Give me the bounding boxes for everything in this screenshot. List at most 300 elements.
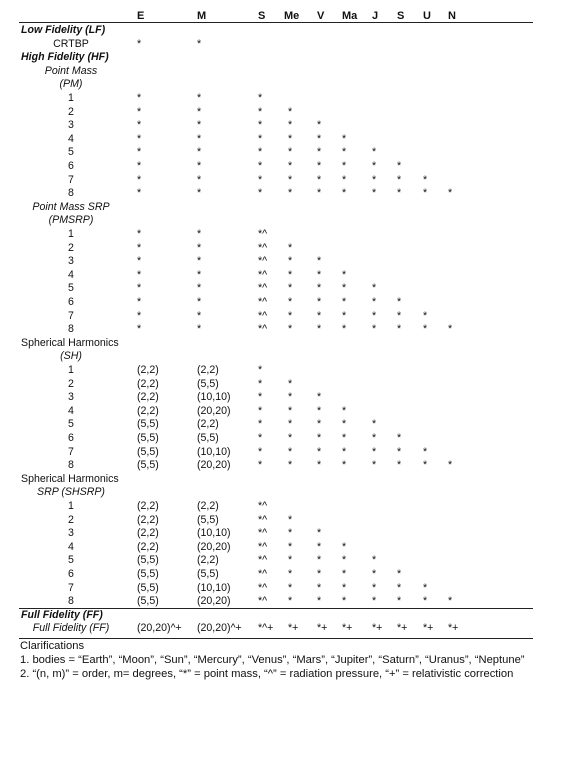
table-cell: * <box>288 554 293 567</box>
row-label: (PM) <box>59 78 83 91</box>
table-cell: * <box>288 105 293 118</box>
table-row <box>19 241 533 255</box>
table-cell: * <box>288 309 293 322</box>
table-cell: (20,20)^+ <box>197 622 242 635</box>
column-header: S <box>258 10 266 22</box>
row-label: 4 <box>68 268 74 281</box>
table-cell: * <box>137 132 142 145</box>
table-row <box>19 254 533 268</box>
row-label: 2 <box>68 105 74 118</box>
table-cell: * <box>372 459 377 472</box>
table-cell: * <box>342 445 347 458</box>
column-header: Ma <box>342 10 358 22</box>
table-cell: * <box>288 568 293 580</box>
table-cell: (2,2) <box>137 513 159 526</box>
column-header: E <box>137 10 145 22</box>
table-cell: * <box>423 187 428 200</box>
row-label: 3 <box>68 255 74 268</box>
table-cell: *+ <box>317 622 328 635</box>
table-cell: * <box>288 513 293 526</box>
table-cell: * <box>317 581 322 594</box>
row-label: Low Fidelity (LF) <box>21 24 106 36</box>
table-cell: (20,20) <box>197 459 231 472</box>
table-cell: * <box>372 568 377 580</box>
table-cell: * <box>397 568 402 580</box>
row-label: 8 <box>68 595 74 608</box>
table-row <box>19 581 533 595</box>
table-cell: * <box>317 282 322 295</box>
table-cell: * <box>288 459 293 472</box>
table-cell: * <box>137 255 142 268</box>
row-label: 8 <box>68 459 74 472</box>
table-cell: * <box>288 187 293 200</box>
table-cell: * <box>137 37 142 50</box>
table-cell: * <box>423 309 428 322</box>
full-fidelity-rule <box>19 608 533 609</box>
table-cell: * <box>372 187 377 200</box>
row-label: 1 <box>68 364 74 376</box>
table-cell: * <box>372 554 377 567</box>
row-label: 5 <box>68 146 74 159</box>
table-cell: * <box>317 418 322 431</box>
section-row <box>19 50 533 64</box>
section-row <box>19 23 533 37</box>
row-label: 6 <box>68 432 74 444</box>
table-cell: * <box>342 132 347 145</box>
table-cell: * <box>372 160 377 172</box>
table-cell: * <box>372 282 377 295</box>
table-cell: * <box>197 282 202 295</box>
table-cell: * <box>372 296 377 308</box>
row-label: (SH) <box>60 350 82 363</box>
table-cell: *^ <box>258 255 268 268</box>
table-cell: *^ <box>258 513 268 526</box>
table-cell: * <box>342 554 347 567</box>
row-label: Spherical Harmonics <box>21 336 119 349</box>
table-cell: * <box>342 418 347 431</box>
table-cell: * <box>258 404 263 417</box>
table-cell: *^ <box>258 540 268 553</box>
table-cell: * <box>397 187 402 200</box>
table-cell: * <box>342 459 347 472</box>
table-cell: (5,5) <box>137 581 159 594</box>
table-cell: * <box>288 160 293 172</box>
row-label: 1 <box>68 92 74 104</box>
table-row <box>19 390 533 404</box>
row-label: 5 <box>68 554 74 567</box>
table-cell: (5,5) <box>137 554 159 567</box>
row-label: 3 <box>68 119 74 132</box>
table-row <box>19 322 533 336</box>
table-cell: * <box>317 146 322 159</box>
table-cell: * <box>317 445 322 458</box>
row-label: 7 <box>68 445 74 458</box>
table-cell: * <box>448 459 453 472</box>
table-cell: * <box>342 568 347 580</box>
table-row <box>19 118 533 132</box>
row-label: 6 <box>68 160 74 172</box>
table-cell: * <box>397 445 402 458</box>
table-cell: * <box>342 187 347 200</box>
table-cell: * <box>342 268 347 281</box>
table-cell: * <box>288 255 293 268</box>
table-row <box>19 567 533 581</box>
table-cell: * <box>288 282 293 295</box>
table-cell: (20,20) <box>197 595 231 608</box>
table-cell: * <box>137 323 142 336</box>
table-cell: * <box>372 432 377 444</box>
table-cell: * <box>342 540 347 553</box>
table-cell: * <box>397 432 402 444</box>
clarifications-title: Clarifications <box>20 640 85 652</box>
table-cell: * <box>288 296 293 308</box>
row-label: 7 <box>68 581 74 594</box>
table-cell: * <box>317 132 322 145</box>
table-row <box>19 363 533 377</box>
table-row <box>19 417 533 431</box>
table-row <box>19 268 533 282</box>
table-row <box>19 513 533 527</box>
table-cell: * <box>137 105 142 118</box>
table-cell: (2,2) <box>137 391 159 404</box>
table-cell: * <box>288 173 293 186</box>
table-cell: * <box>197 173 202 186</box>
table-cell: * <box>317 391 322 404</box>
table-cell: * <box>317 459 322 472</box>
table-cell: (5,5) <box>197 513 219 526</box>
table-cell: * <box>137 173 142 186</box>
table-cell: * <box>258 377 263 390</box>
subhead-row <box>19 77 533 91</box>
table-cell: (5,5) <box>137 418 159 431</box>
table-cell: *+ <box>342 622 353 635</box>
table-cell: * <box>197 187 202 200</box>
row-label: 5 <box>68 282 74 295</box>
row-label: 8 <box>68 187 74 200</box>
table-cell: * <box>137 187 142 200</box>
row-label: 3 <box>68 527 74 540</box>
table-cell: *^ <box>258 228 268 240</box>
table-cell: * <box>258 459 263 472</box>
table-cell: * <box>197 119 202 132</box>
table-cell: * <box>372 581 377 594</box>
table-row <box>19 431 533 445</box>
row-label: CRTBP <box>53 37 89 50</box>
table-cell: *+ <box>397 622 408 635</box>
table-cell: * <box>317 568 322 580</box>
table-cell: * <box>137 309 142 322</box>
table-cell: * <box>197 296 202 308</box>
table-cell: * <box>342 581 347 594</box>
subhead-row <box>19 485 533 499</box>
table-cell: * <box>448 595 453 608</box>
table-cell: * <box>342 146 347 159</box>
table-cell: *^ <box>258 241 268 254</box>
row-label: 5 <box>68 418 74 431</box>
column-header: J <box>372 10 379 22</box>
table-cell: * <box>397 581 402 594</box>
table-cell: * <box>397 309 402 322</box>
table-cell: * <box>372 309 377 322</box>
table-cell: * <box>372 173 377 186</box>
row-label: 2 <box>68 241 74 254</box>
table-row <box>19 377 533 391</box>
table-row <box>19 540 533 554</box>
table-cell: * <box>288 527 293 540</box>
table-cell: * <box>317 255 322 268</box>
table-cell: * <box>197 132 202 145</box>
row-label: 4 <box>68 540 74 553</box>
table-cell: *^ <box>258 554 268 567</box>
table-cell: *^ <box>258 568 268 580</box>
table-row <box>19 132 533 146</box>
table-cell: (20,20) <box>197 540 231 553</box>
table-cell: * <box>372 595 377 608</box>
table-cell: * <box>258 187 263 200</box>
table-cell: (5,5) <box>197 568 219 580</box>
table-cell: * <box>397 173 402 186</box>
table-cell: * <box>397 296 402 308</box>
table-cell: (20,20)^+ <box>137 622 182 635</box>
table-cell: * <box>258 445 263 458</box>
table-row <box>19 594 533 608</box>
table-cell: * <box>288 241 293 254</box>
table-cell: * <box>288 540 293 553</box>
row-label: 1 <box>68 228 74 240</box>
table-row <box>19 295 533 309</box>
table-cell: (5,5) <box>137 568 159 580</box>
table-cell: * <box>137 92 142 104</box>
table-bottom-rule <box>19 638 533 639</box>
table-cell: * <box>317 309 322 322</box>
subhead-row <box>19 213 533 227</box>
table-cell: (2,2) <box>197 418 219 431</box>
table-cell: (5,5) <box>137 432 159 444</box>
table-cell: * <box>317 527 322 540</box>
table-row <box>19 553 533 567</box>
table-cell: * <box>397 459 402 472</box>
table-cell: * <box>397 160 402 172</box>
subhead-row <box>19 336 533 350</box>
table-cell: * <box>137 228 142 240</box>
table-cell: *^ <box>258 595 268 608</box>
table-cell: * <box>397 595 402 608</box>
table-cell: * <box>197 241 202 254</box>
table-cell: *^ <box>258 581 268 594</box>
table-cell: * <box>342 404 347 417</box>
table-cell: (2,2) <box>197 500 219 512</box>
table-cell: * <box>423 173 428 186</box>
row-label: 7 <box>68 173 74 186</box>
table-cell: * <box>197 105 202 118</box>
table-row <box>19 227 533 241</box>
table-cell: (2,2) <box>137 500 159 512</box>
row-label: Point Mass SRP <box>32 200 110 213</box>
column-header: V <box>317 10 325 22</box>
table-cell: * <box>342 595 347 608</box>
row-label: Spherical Harmonics <box>21 472 119 485</box>
row-label: 6 <box>68 296 74 308</box>
table-cell: * <box>288 132 293 145</box>
table-cell: (5,5) <box>137 445 159 458</box>
table-cell: * <box>258 173 263 186</box>
table-cell: * <box>372 323 377 336</box>
table-cell: * <box>258 391 263 404</box>
table-cell: * <box>423 459 428 472</box>
table-cell: * <box>342 296 347 308</box>
column-header: N <box>448 10 456 22</box>
table-cell: *+ <box>423 622 434 635</box>
table-cell: * <box>258 105 263 118</box>
row-label: SRP (SHSRP) <box>37 486 105 499</box>
table-cell: *^+ <box>258 622 274 635</box>
table-cell: * <box>197 92 202 104</box>
table-cell: (10,10) <box>197 581 231 594</box>
table-cell: *^ <box>258 527 268 540</box>
table-cell: * <box>317 187 322 200</box>
subhead-row <box>19 64 533 78</box>
table-cell: * <box>317 404 322 417</box>
table-row <box>19 309 533 323</box>
table-cell: * <box>258 432 263 444</box>
table-cell: * <box>137 282 142 295</box>
row-label: High Fidelity (HF) <box>21 51 109 64</box>
row-label: (PMSRP) <box>48 214 94 227</box>
table-cell: * <box>288 146 293 159</box>
table-cell: *^ <box>258 309 268 322</box>
table-cell: * <box>317 540 322 553</box>
table-row <box>19 445 533 459</box>
table-cell: * <box>258 146 263 159</box>
table-cell: * <box>288 377 293 390</box>
subhead-row <box>19 472 533 486</box>
table-cell: * <box>197 37 202 50</box>
row-label: 6 <box>68 568 74 580</box>
table-cell: * <box>197 146 202 159</box>
table-row <box>19 281 533 295</box>
subhead-row <box>19 200 533 214</box>
table-cell: * <box>288 581 293 594</box>
clarification-note-1: 1. bodies = “Earth”, “Moon”, “Sun”, “Mercury”, “Venus”, “Mars”, “Jupiter”, “Saturn”, “Uranus”, “Neptune” <box>20 654 525 666</box>
table-cell: * <box>317 160 322 172</box>
table-cell: *^ <box>258 296 268 308</box>
table-cell: * <box>448 323 453 336</box>
table-cell: * <box>317 323 322 336</box>
table-cell: * <box>317 296 322 308</box>
clarification-note-2: 2. “(n, m)” = order, m= degrees, “*” = point mass, “^” = radiation pressure, “+” = relativistic correction <box>20 668 514 680</box>
table-row <box>19 159 533 173</box>
table-cell: * <box>423 445 428 458</box>
table-header <box>19 9 533 23</box>
table-cell: *^ <box>258 500 268 512</box>
row-label: 3 <box>68 391 74 404</box>
row-label: 4 <box>68 404 74 417</box>
table-cell: * <box>372 146 377 159</box>
table-cell: * <box>258 92 263 104</box>
table-cell: * <box>258 132 263 145</box>
table-cell: * <box>342 323 347 336</box>
row-label: 2 <box>68 377 74 390</box>
table-cell: * <box>317 173 322 186</box>
table-cell: *+ <box>448 622 459 635</box>
table-cell: * <box>197 323 202 336</box>
table-cell: (2,2) <box>197 364 219 376</box>
table-cell: * <box>423 323 428 336</box>
table-cell: (2,2) <box>137 527 159 540</box>
table-cell: * <box>342 282 347 295</box>
table-cell: * <box>423 595 428 608</box>
table-cell: (5,5) <box>137 459 159 472</box>
table-cell: (20,20) <box>197 404 231 417</box>
table-cell: *^ <box>258 323 268 336</box>
table-cell: * <box>342 173 347 186</box>
table-cell: (2,2) <box>137 377 159 390</box>
table-cell: * <box>137 241 142 254</box>
table-cell: * <box>288 404 293 417</box>
table-cell: * <box>137 146 142 159</box>
table-cell: * <box>288 119 293 132</box>
table-cell: *^ <box>258 282 268 295</box>
table-row <box>19 458 533 472</box>
table-cell: * <box>372 445 377 458</box>
table-cell: * <box>197 228 202 240</box>
table-cell: * <box>288 323 293 336</box>
table-row <box>19 105 533 119</box>
table-cell: * <box>342 309 347 322</box>
row-label: Point Mass <box>44 64 98 77</box>
table-row <box>19 173 533 187</box>
table-cell: * <box>448 187 453 200</box>
row-label: Full Fidelity (FF) <box>32 622 110 635</box>
table-cell: * <box>288 595 293 608</box>
table-row <box>19 526 533 540</box>
table-cell: * <box>288 445 293 458</box>
table-cell: (10,10) <box>197 445 231 458</box>
table-cell: * <box>342 432 347 444</box>
table-cell: * <box>258 119 263 132</box>
table-cell: * <box>197 268 202 281</box>
table-cell: *+ <box>288 622 299 635</box>
table-row <box>19 145 533 159</box>
table-cell: * <box>288 391 293 404</box>
table-cell: * <box>288 432 293 444</box>
subhead-row <box>19 349 533 363</box>
table-cell: * <box>258 418 263 431</box>
table-cell: * <box>317 432 322 444</box>
table-cell: (2,2) <box>137 404 159 417</box>
row-label: 4 <box>68 132 74 145</box>
table-cell: (10,10) <box>197 527 231 540</box>
row-label: 2 <box>68 513 74 526</box>
table-cell: (10,10) <box>197 391 231 404</box>
table-cell: * <box>397 323 402 336</box>
table-cell: * <box>317 119 322 132</box>
table-cell: * <box>288 418 293 431</box>
table-cell: * <box>342 160 347 172</box>
table-cell: (5,5) <box>137 595 159 608</box>
table-cell: (2,2) <box>197 554 219 567</box>
table-cell: * <box>258 160 263 172</box>
table-cell: * <box>137 268 142 281</box>
table-cell: * <box>317 268 322 281</box>
row-label: 1 <box>68 500 74 512</box>
table-row <box>19 91 533 105</box>
table-cell: * <box>258 364 263 376</box>
table-cell: * <box>317 595 322 608</box>
table-cell: * <box>137 119 142 132</box>
row-label: Full Fidelity (FF) <box>21 608 103 621</box>
table-cell: (5,5) <box>197 432 219 444</box>
